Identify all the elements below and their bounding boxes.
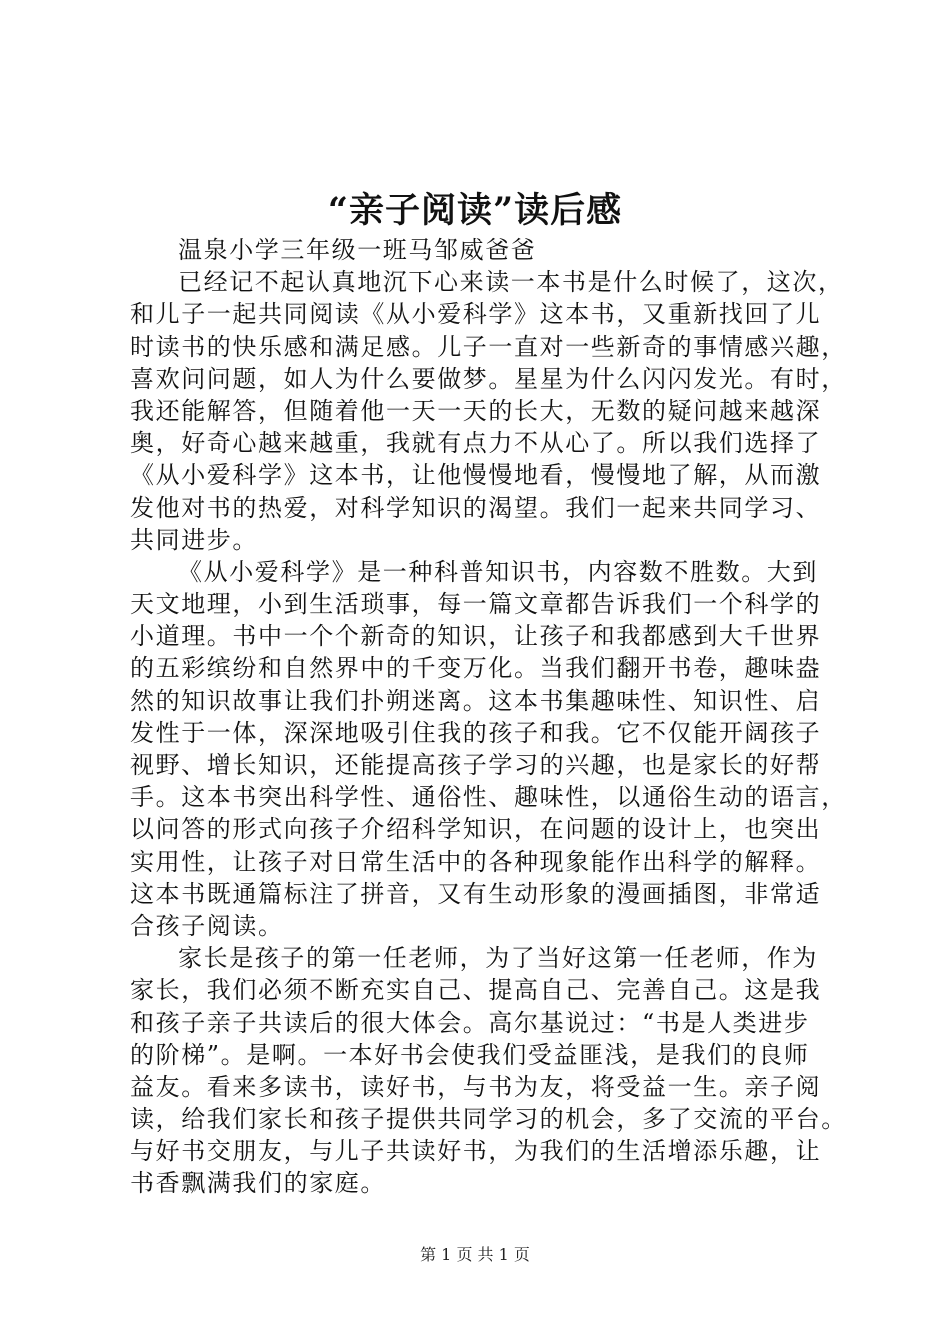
paragraph-line: 小道理。书中一个个新奇的知识，让孩子和我都感到大千世界 xyxy=(130,622,822,651)
paragraph-line: 已经记不起认真地沉下心来读一本书是什么时候了，这次， xyxy=(178,268,844,297)
paragraph-line: 手。这本书突出科学性、通俗性、趣味性，以通俗生动的语言， xyxy=(130,783,847,812)
paragraph-line: 时读书的快乐感和满足感。儿子一直对一些新奇的事情感兴趣， xyxy=(130,332,847,361)
paragraph-line: 与好书交朋友，与儿子共读好书，为我们的生活增添乐趣，让 xyxy=(130,1137,822,1166)
paragraph-line: 视野、增长知识，还能提高孩子学习的兴趣，也是家长的好帮 xyxy=(130,751,822,779)
paragraph-line: 实用性，让孩子对日常生活中的各种现象能作出科学的解释。 xyxy=(130,847,822,876)
document-body xyxy=(130,234,850,1200)
paragraph-line: 天文地理，小到生活琐事，每一篇文章都告诉我们一个科学的 xyxy=(130,590,822,619)
paragraph-line: 合孩子阅读。 xyxy=(130,911,284,940)
page-footer: 第 1 页 共 1 页 xyxy=(420,1245,530,1264)
paragraph-line: 和儿子一起共同阅读《从小爱科学》这本书，又重新找回了儿 xyxy=(130,300,822,329)
paragraph-line: 发性于一体，深深地吸引住我的孩子和我。它不仅能开阔孩子 xyxy=(130,718,822,747)
author-line: 温泉小学三年级一班马邹威爸爸 xyxy=(178,236,537,264)
paragraph-line: 这本书既通篇标注了拼音，又有生动形象的漫画插图，非常适 xyxy=(130,879,822,908)
paragraph-line: 奥，好奇心越来越重，我就有点力不从心了。所以我们选择了 xyxy=(130,429,822,458)
paragraph-line: 以问答的形式向孩子介绍科学知识，在问题的设计上，也突出 xyxy=(130,815,822,844)
paragraph-line: 的五彩缤纷和自然界中的千变万化。当我们翻开书卷，趣味盎 xyxy=(130,654,822,683)
paragraph-line: 喜欢问问题，如人为什么要做梦。星星为什么闪闪发光。有时， xyxy=(130,364,847,393)
paragraph-line: 书香飘满我们的家庭。 xyxy=(130,1169,386,1198)
paragraph-line: 《从小爱科学》这本书，让他慢慢地看，慢慢地了解，从而激 xyxy=(130,461,822,490)
paragraph-line: 然的知识故事让我们扑朔迷离。这本书集趣味性、知识性、启 xyxy=(130,686,822,715)
paragraph-line: 家长是孩子的第一任老师，为了当好这第一任老师，作为 xyxy=(178,944,818,973)
document-title: “亲子阅读”读后感 xyxy=(327,190,623,231)
paragraph-line: 读，给我们家长和孩子提供共同学习的机会，多了交流的平台。 xyxy=(130,1105,847,1134)
paragraph-line: 《从小爱科学》是一种科普知识书，内容数不胜数。大到 xyxy=(178,557,818,586)
paragraph-line: 和孩子亲子共读后的很大体会。高尔基说过：“书是人类进步 xyxy=(130,1008,810,1037)
paragraph-line: 共同进步。 xyxy=(130,525,258,554)
paragraph-line: 家长，我们必须不断充实自己、提高自己、完善自己。这是我 xyxy=(130,976,822,1005)
paragraph-line: 发他对书的热爱，对科学知识的渴望。我们一起来共同学习、 xyxy=(130,493,822,522)
paragraph-line: 的阶梯”。是啊。一本好书会使我们受益匪浅，是我们的良师 xyxy=(130,1040,810,1069)
paragraph-line: 我还能解答，但随着他一天一天的长大，无数的疑问越来越深 xyxy=(130,396,822,425)
paragraph-line: 益友。看来多读书，读好书，与书为友，将受益一生。亲子阅 xyxy=(130,1072,822,1101)
